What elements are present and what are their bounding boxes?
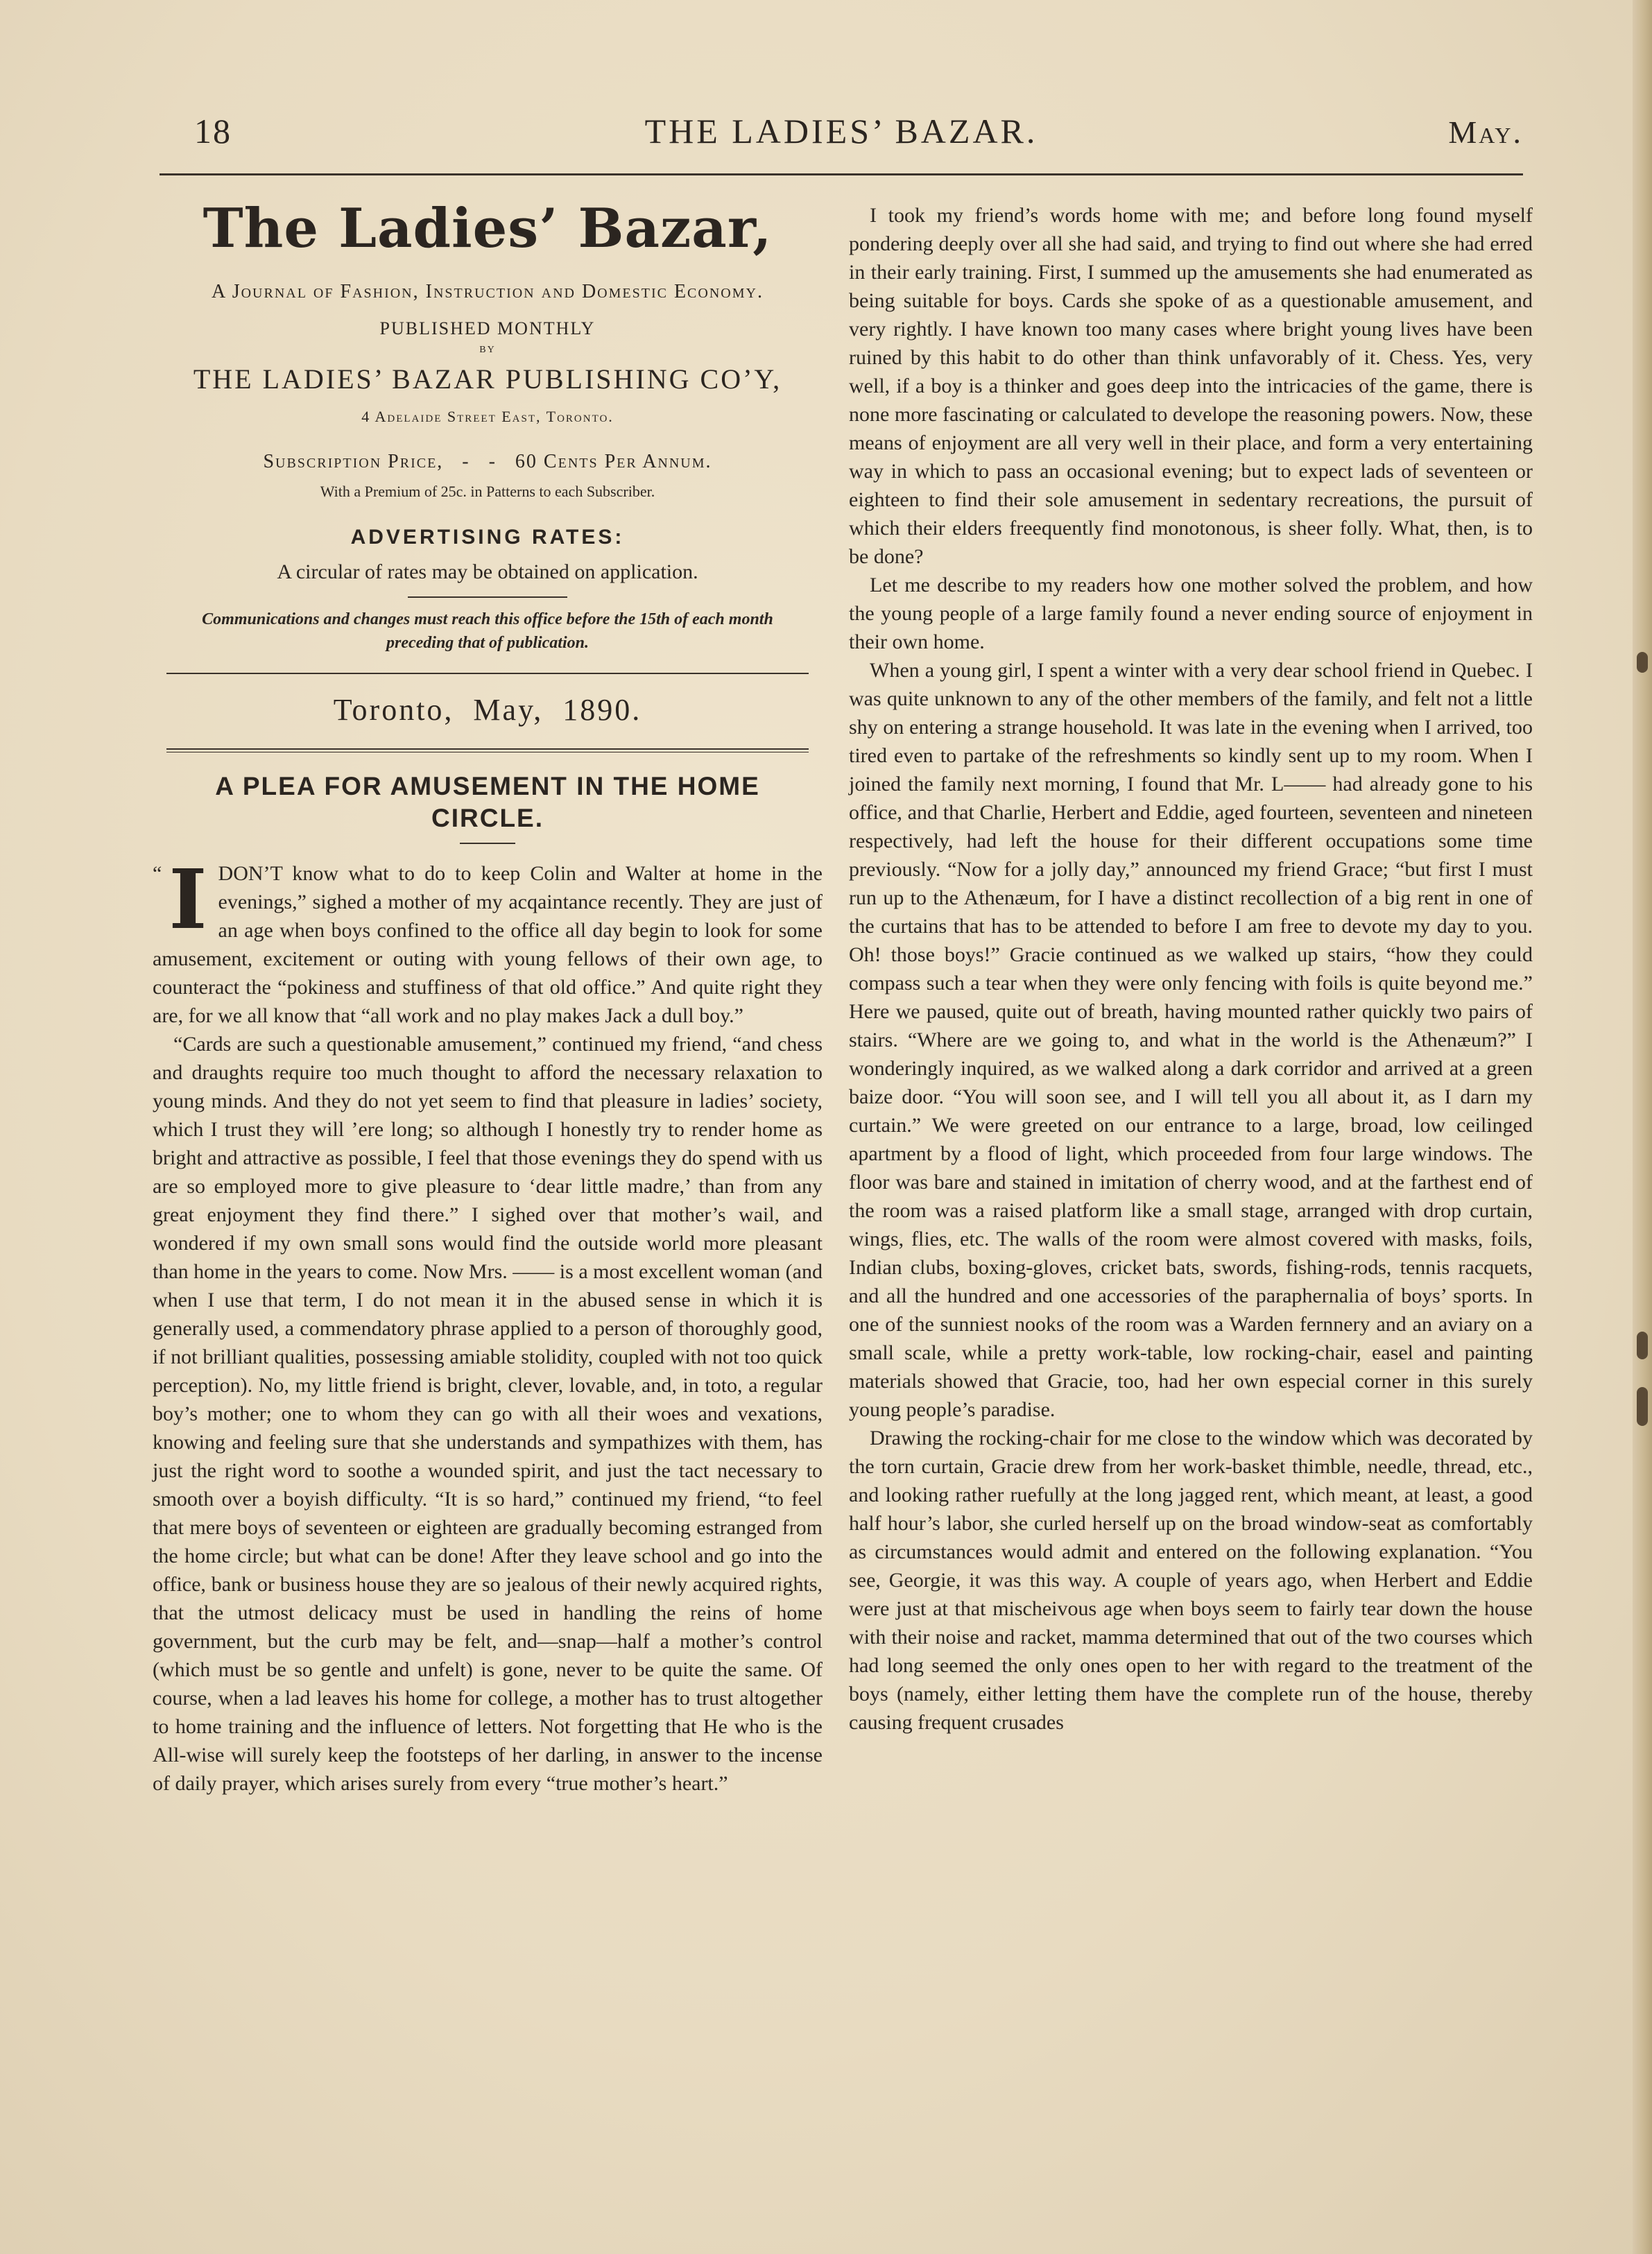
masthead-subtitle: A Journal of Fashion, Instruction and Domestic Economy. [212,281,764,302]
section-rule [166,673,809,674]
premium-note: With a Premium of 25c. in Patterns to each Subscriber. [320,483,655,500]
page-number: 18 [194,112,232,150]
article-headline: A PLEA FOR AMUSEMENT IN THE HOME CIRCLE. [215,772,760,832]
article-body-right [849,201,1533,1737]
publisher-address: 4 Adelaide Street East, Toronto. [361,408,614,425]
right-column [849,201,1533,1737]
headline-rule [460,843,515,844]
article-paragraph: When a young girl, I spent a winter with a very dear school friend in Quebec. I was quite unknown to any of the other members of the family, and felt not a little shy on entering a strange household. It was late in the evening when I arrived, too tired even to partake of the refreshments so kindly sent up to my room. When I joined the family next morning, I found that Mr. L—— had already gone to his office, and that Charlie, Herbert and Eddie, aged fourteen, seventeen and nineteen respectively, had left the house for their different occupations some time previously. “Now for a jolly day,” announced my friend Grace; “but first I must run up to the Athenæum, for I have a distinct recollection of a big rent in one of the curtains that has to be attended to before I am free to devote my day to you. Oh! those boys!” Gracie continued as we walked up stairs, “how they could compass such a tear when they were only fencing with foils is quite beyond me.” Here we paused, quite out of breath, having mounted rather quickly two pairs of stairs. “Where are we going to, and what in the world is the Athenæum?” I wonderingly inquired, as we walked along a dark corridor and arrived at a green baize door. “You will soon see, and I will tell you all about it, as I darn my curtain.” We were greeted on our entrance to a large, broad, low ceilinged apartment by a flood of light, which proceeded from four large windows. The floor was bare and stained in imitation of cherry wood, and at the farthest end of the room was a raised platform like a small stage, arranged with drop curtain, wings, flies, etc. The walls of the room were almost covered with masks, foils, Indian clubs, boxing-gloves, cricket bats, swords, fishing-rods, tennis racquets, and all the hundred and one accessories of the paraphernalia of boys’ sports. In one of the sunniest nooks of the room was a Warden fernnery and an aviary on a small scale, while a pretty work-table, low rocking-chair, easel and painting materials showed that Gracie, too, had her own especial corner in this surely young people’s paradise. [849,659,1533,1421]
article-body-left [153,851,823,1798]
article-paragraph: I took my friend’s words home with me; and before long found myself pondering deeply over all she had said, and trying to find out where she had erred in their early training. First, I summed up the amusements she had enumerated as being suitable for boys. Cards she spoke of as a questionable amusement, and very rightly. I have known too many cases where bright young lives have been ruined by this habit to do other than think unfavorably of it. Chess. Yes, very well, if a boy is a thinker and goes deep into the intricacies of the game, there is none more fascinating or calculated to develope the reasoning powers. Now, these means of enjoyment are all very well in their place, and form a very entertaining way in which to pass an occasional evening; but to expect lads of seventeen or eighteen to find their sole amusement in sedentary recreations, the pursuit of which their elders freequently find monotonous, is sheer folly. What, then, is to be done? [849,204,1533,568]
running-head [160,111,1523,160]
binding-mark [1637,1332,1648,1359]
article-paragraph: Drawing the rocking-chair for me close to the window which was decorated by the torn curtain, Gracie drew from her work-basket thimble, needle, thread, etc., and looking rather ruefully at the long jagged rent, which meant, at least, a good half hour’s labor, she curled herself up on the broad window-seat as comfortably as circumstances would admit and entered on the following explanation. “You see, Georgie, it was this way. A couple of years ago, when Herbert and Eddie were just at that mischeivous age when boys seem to fairly tear down the house with their noise and racket, mamma determined that out of the two courses which had long seemed the only ones open to her with regard to the treatment of the boys (namely, either letting them have the complete run of the house, thereby causing frequent crusades [849,1427,1533,1734]
left-column [153,187,823,1798]
article-paragraph [153,851,823,1030]
advertising-heading: ADVERTISING RATES: [350,526,625,549]
header-rule [160,173,1523,175]
article-paragraph: “Cards are such a questionable amusement,” continued my friend, “and chess and draughts require too much thought to afford the necessary relaxation to young minds. And they do not yet seem to find that pleasure in ladies’ society, which I trust they will ’ere long; so although I honestly try to render home as bright and attractive as possible, I feel that those evenings they do spend with us are so employed more to give pleasure to ‘dear little madre,’ than from any great enjoyment they find there.” I sighed over that mother’s wail, and wondered if my own small sons would find the outside world more pleasant than home in the years to come. Now Mrs. —— is a most excellent woman (and when I use that term, I do not mean it in the abused sense in which it is generally used, a commendatory phrase applied to a person of thoroughly good, if not brilliant qualities, possessing amiable stolidity, coupled with not too quick perception). No, my little friend is bright, clever, lovable, and, in toto, a regular boy’s mother; one to whom they can go with all their woes and vexations, knowing and feeling sure that she understands and sympathizes with them, has just the right word to soothe a wounded spirit, and just the tact necessary to smooth over a boyish difficulty. “It is so hard,” continued my friend, “to feel that mere boys of seventeen or eighteen are gradually becoming estranged from the home circle; but what can be done! After they leave school and go into the office, bank or business house they are so jealous of their newly acquired rights, that the utmost delicacy must be used in handling the reins of home government, but the curb may be felt, and—snap—half a mother’s control (which must be so gentle and unfelt) is gone, never to be quite the same. Of course, when a lad leaves his home for college, a mother has to trust altogether to home training and the influence of letters. Not forgetting that He who is the All-wise will surely keep the footsteps of her darling, in answer to the incense of daily prayer, which arises surely from every “true mother’s heart.” [153,1033,823,1795]
drop-cap: I [169,851,207,947]
double-rule [166,748,809,752]
dateline: Toronto, May, 1890. [333,693,642,727]
masthead-title: The Ladies’ Bazar, [203,197,773,260]
article-paragraph: Let me describe to my readers how one mother solved the problem, and how the young people of a large family found a never ending source of enjoyment in their own home. [849,574,1533,653]
binding-mark [1637,1387,1648,1426]
published-monthly: PUBLISHED MONTHLY [379,318,596,338]
page-edge [1633,0,1652,2254]
running-title: THE LADIES’ BAZAR. [644,112,1038,150]
by-line: BY [479,345,496,355]
publisher-name: THE LADIES’ BAZAR PUBLISHING CO’Y, [193,363,782,395]
short-rule [408,596,567,598]
subscription-price: Subscription Price, - - 60 Cents Per Annum. [263,451,712,472]
advertising-text: A circular of rates may be obtained on application. [277,560,698,583]
running-month: May. [1448,114,1523,150]
communications-note: Communications and changes must reach this office before the 15th of each month preceding that of publication. [202,610,773,652]
opening-quote: “ [153,862,162,885]
paragraph-text: DON’T know what to do to keep Colin and Walter at home in the evenings,” sighed a mother of my acqaintance recently. They are just of an age when boys confined to the office all day begin to look for some amusement, excitement or outing with young fellows of their own age, to counteract the “pokiness and stuffiness of that old office.” And quite right they are, for we all know that “all work and no play makes Jack a dull boy.” [153,862,823,1027]
binding-mark [1637,652,1648,673]
